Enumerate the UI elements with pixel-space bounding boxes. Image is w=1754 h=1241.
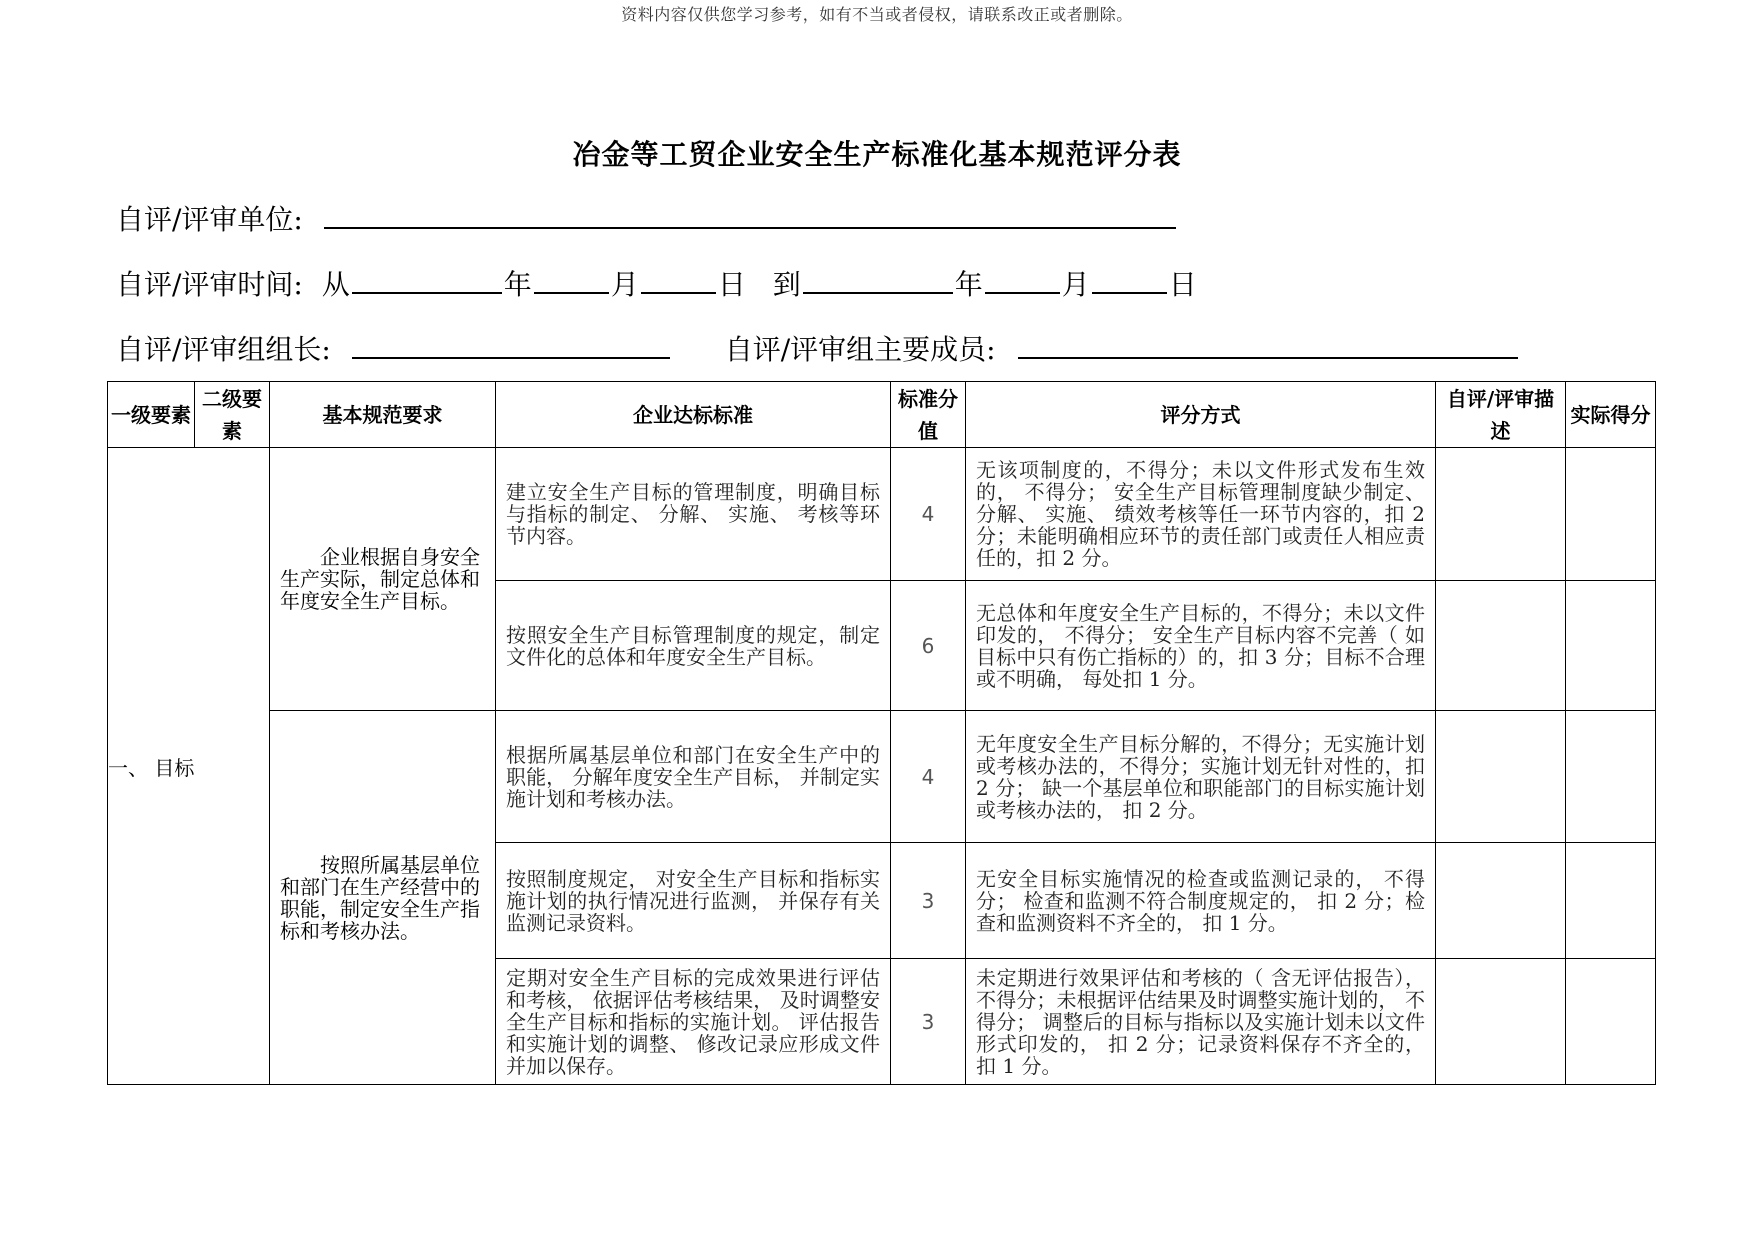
page-title: 冶金等工贸企业安全生产标准化基本规范评分表 — [572, 138, 1182, 171]
from-label: 从 — [321, 268, 350, 301]
from-day-input[interactable] — [641, 264, 716, 294]
method-text: 无安全目标实施情况的检查或监测记录的， 不得分； 检查和监测不符合制度规定的， 扣 2 分；检查和监测资料不齐全的， 扣 1 分。 — [976, 866, 1425, 935]
method-text: 无该项制度的，不得分；未以文件形式发布生效的， 不得分； 安全生产目标管理制度缺少制定、分解、 实施、 绩效考核等任一环节内容的，扣 2 分；未能明确相应环节的责任部门或责任人相应责任的，扣 2 分。 — [976, 458, 1425, 570]
header-level2: 二级要素 — [195, 382, 270, 448]
actual-score-cell[interactable] — [1566, 843, 1656, 959]
method-cell — [966, 843, 1436, 959]
from-month-input[interactable] — [534, 264, 609, 294]
standard-cell — [496, 711, 891, 843]
self-eval-cell[interactable] — [1436, 959, 1566, 1085]
standard-cell — [496, 843, 891, 959]
to-month-label: 月 — [1061, 268, 1090, 301]
table-row — [108, 448, 1656, 581]
score-cell: 4 — [891, 448, 966, 581]
level1-cell: 一、 目标 — [108, 448, 270, 1085]
actual-score-cell[interactable] — [1566, 448, 1656, 581]
actual-score-cell[interactable] — [1566, 711, 1656, 843]
table-row — [108, 711, 1656, 843]
unit-label: 自评/评审单位: — [116, 203, 303, 236]
requirement-cell — [270, 711, 496, 1085]
members-input[interactable] — [1018, 329, 1518, 359]
from-month-label: 月 — [610, 268, 639, 301]
header-level1: 一级要素 — [108, 382, 195, 448]
from-year-label: 年 — [503, 268, 532, 301]
standard-text: 按照制度规定， 对安全生产目标和指标实施计划的执行情况进行监测， 并保存有关监测记录资料。 — [506, 866, 880, 935]
standard-cell — [496, 959, 891, 1085]
header-standard: 企业达标标准 — [496, 382, 891, 448]
leader-input[interactable] — [352, 329, 670, 359]
header-requirement: 基本规范要求 — [270, 382, 496, 448]
table-header-row — [108, 382, 1656, 448]
method-cell — [966, 448, 1436, 581]
self-eval-cell[interactable] — [1436, 843, 1566, 959]
time-label: 自评/评审时间: — [116, 268, 303, 301]
unit-field-row — [116, 198, 1178, 238]
self-eval-cell[interactable] — [1436, 581, 1566, 711]
unit-input[interactable] — [324, 199, 1176, 229]
score-cell: 3 — [891, 843, 966, 959]
copyright-notice: 资料内容仅供您学习参考，如有不当或者侵权，请联系改正或者删除。 — [621, 5, 1133, 24]
self-eval-cell[interactable] — [1436, 448, 1566, 581]
standard-cell — [496, 448, 891, 581]
members-label: 自评/评审组主要成员: — [724, 333, 996, 366]
header-self-eval: 自评/评审描 述 — [1436, 382, 1566, 448]
standard-text: 按照安全生产目标管理制度的规定，制定文件化的总体和年度安全生产目标。 — [506, 622, 880, 669]
method-text: 无总体和年度安全生产目标的，不得分；未以文件印发的， 不得分； 安全生产目标内容不完善（ 如目标中只有伤亡指标的）的，扣 3 分；目标不合理或不明确， 每处扣 1 分。 — [976, 600, 1425, 691]
self-eval-cell[interactable] — [1436, 711, 1566, 843]
standard-text: 定期对安全生产目标的完成效果进行评估和考核， 依据评估考核结果， 及时调整安全生产目标和指标的实施计划。 评估报告和实施计划的调整、 修改记录应形成文件并加以保存。 — [506, 965, 880, 1078]
time-field-row — [116, 263, 1197, 303]
method-cell — [966, 581, 1436, 711]
leader-label: 自评/评审组组长: — [116, 333, 331, 366]
actual-score-cell[interactable] — [1566, 959, 1656, 1085]
requirement-text: 企业根据自身安全生产实际，制定总体和年度安全生产目标。 — [280, 545, 480, 613]
actual-score-cell[interactable] — [1566, 581, 1656, 711]
score-cell: 6 — [891, 581, 966, 711]
header-score: 标准分值 — [891, 382, 966, 448]
method-cell — [966, 711, 1436, 843]
standard-cell — [496, 581, 891, 711]
method-text: 无年度安全生产目标分解的，不得分；无实施计划或考核办法的，不得分；实施计划无针对性的，扣 2 分； 缺一个基层单位和职能部门的目标实施计划或考核办法的， 扣 2 分。 — [976, 731, 1425, 822]
method-text: 未定期进行效果评估和考核的（ 含无评估报告）， 不得分；未根据评估结果及时调整实施计划的， 不得分； 调整后的目标与指标以及实施计划未以文件形式印发的， 扣 2 分；记录资料保存不齐全的， 扣 1 分。 — [976, 965, 1425, 1078]
from-day-label: 日 — [717, 268, 746, 301]
to-day-label: 日 — [1168, 268, 1197, 301]
standard-text: 根据所属基层单位和部门在安全生产中的职能， 分解年度安全生产目标， 并制定实施计划和考核办法。 — [506, 742, 880, 811]
requirement-cell — [270, 448, 496, 711]
to-label: 到 — [772, 268, 801, 301]
scoring-table — [107, 381, 1656, 1085]
requirement-text: 按照所属基层单位和部门在生产经营中的职能，制定安全生产指标和考核办法。 — [280, 852, 480, 943]
from-year-input[interactable] — [352, 264, 502, 294]
header-method: 评分方式 — [966, 382, 1436, 448]
leader-field-row — [116, 328, 1520, 368]
to-year-input[interactable] — [803, 264, 953, 294]
score-cell: 3 — [891, 959, 966, 1085]
to-month-input[interactable] — [985, 264, 1060, 294]
standard-text: 建立安全生产目标的管理制度，明确目标与指标的制定、 分解、 实施、 考核等环节内容。 — [506, 480, 880, 548]
header-actual: 实际得分 — [1566, 382, 1656, 448]
method-cell — [966, 959, 1436, 1085]
to-day-input[interactable] — [1092, 264, 1167, 294]
to-year-label: 年 — [954, 268, 983, 301]
score-cell: 4 — [891, 711, 966, 843]
